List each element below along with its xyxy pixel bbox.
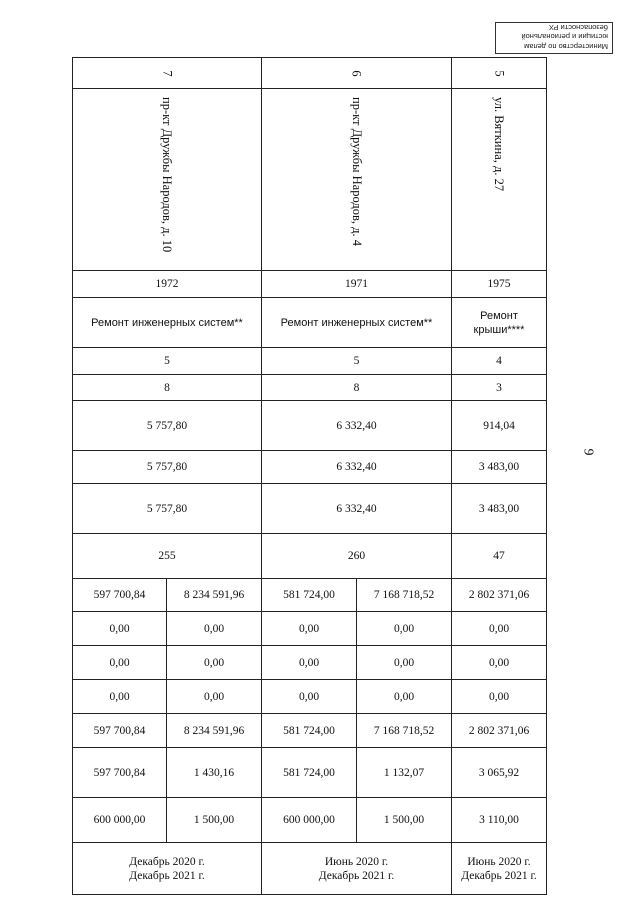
cost-cell: 581 724,00 xyxy=(262,748,357,798)
residents-cell: 255 xyxy=(73,534,262,579)
cost-cell: 0,00 xyxy=(452,680,547,714)
floors-cell: 4 xyxy=(452,348,547,375)
year-cell: 1975 xyxy=(452,271,547,298)
stamp-line: безопасности РХ xyxy=(548,23,608,32)
cost-cell: 8 234 591,96 xyxy=(167,714,262,748)
table-row xyxy=(73,58,547,89)
stamp-line: юстиции и региональной xyxy=(521,32,608,42)
area-cell: 3 483,00 xyxy=(452,451,547,484)
cost-cell: 0,00 xyxy=(357,646,452,680)
table-row xyxy=(73,298,547,348)
address-cell: пр-кт Дружбы Народов, д. 10 xyxy=(73,89,262,271)
cost-cell: 0,00 xyxy=(73,646,167,680)
area-cell: 5 757,80 xyxy=(73,451,262,484)
cost-cell: 3 065,92 xyxy=(452,748,547,798)
stamp-line: Министерство по делам xyxy=(524,42,608,51)
cost-cell: 0,00 xyxy=(167,646,262,680)
area-cell: 6 332,40 xyxy=(262,484,452,534)
table-row xyxy=(73,534,547,579)
cost-cell: 7 168 718,52 xyxy=(357,714,452,748)
table-row xyxy=(73,375,547,401)
work-type-cell: Ремонт крыши**** xyxy=(452,298,547,348)
table-row xyxy=(73,748,547,798)
cost-cell: 8 234 591,96 xyxy=(167,579,262,612)
entrances-cell: 3 xyxy=(452,375,547,401)
program-table xyxy=(72,57,547,895)
cost-cell: 0,00 xyxy=(262,646,357,680)
row-number-cell: 7 xyxy=(73,58,262,89)
area-cell: 6 332,40 xyxy=(262,451,452,484)
cost-cell: 2 802 371,06 xyxy=(452,714,547,748)
cost-cell: 7 168 718,52 xyxy=(357,579,452,612)
term-cell: Декабрь 2020 г. Декабрь 2021 г. xyxy=(73,843,262,895)
cost-cell: 1 500,00 xyxy=(357,798,452,843)
floors-cell: 5 xyxy=(262,348,452,375)
term-cell: Июнь 2020 г. Декабрь 2021 г. xyxy=(262,843,452,895)
entrances-cell: 8 xyxy=(262,375,452,401)
entrances-cell: 8 xyxy=(73,375,262,401)
cost-cell: 0,00 xyxy=(262,612,357,646)
table-row xyxy=(73,271,547,298)
cost-cell: 0,00 xyxy=(262,680,357,714)
cost-cell: 0,00 xyxy=(73,680,167,714)
table-row xyxy=(73,401,547,451)
cost-cell: 0,00 xyxy=(357,612,452,646)
page-number: 9 xyxy=(580,448,596,456)
cost-cell: 0,00 xyxy=(167,612,262,646)
cost-cell: 1 132,07 xyxy=(357,748,452,798)
row-number-cell: 5 xyxy=(452,58,547,89)
table-row xyxy=(73,484,547,534)
year-cell: 1972 xyxy=(73,271,262,298)
area-cell: 5 757,80 xyxy=(73,484,262,534)
cost-cell: 0,00 xyxy=(167,680,262,714)
address-cell: пр-кт Дружбы Народов, д. 4 xyxy=(262,89,452,271)
area-cell: 914,04 xyxy=(452,401,547,451)
table-row xyxy=(73,348,547,375)
table-row xyxy=(73,89,547,271)
table-row xyxy=(73,798,547,843)
cost-cell: 597 700,84 xyxy=(73,579,167,612)
address-cell: ул. Вяткина, д. 27 xyxy=(452,89,547,271)
area-cell: 5 757,80 xyxy=(73,401,262,451)
cost-cell: 581 724,00 xyxy=(262,579,357,612)
table-row xyxy=(73,680,547,714)
table-row xyxy=(73,714,547,748)
cost-cell: 600 000,00 xyxy=(262,798,357,843)
cost-cell: 597 700,84 xyxy=(73,748,167,798)
year-cell: 1971 xyxy=(262,271,452,298)
cost-cell: 1 430,16 xyxy=(167,748,262,798)
cost-cell: 600 000,00 xyxy=(73,798,167,843)
table-row xyxy=(73,451,547,484)
table-row xyxy=(73,579,547,612)
row-number-cell: 6 xyxy=(262,58,452,89)
area-cell: 6 332,40 xyxy=(262,401,452,451)
cost-cell: 0,00 xyxy=(452,612,547,646)
residents-cell: 260 xyxy=(262,534,452,579)
cost-cell: 1 500,00 xyxy=(167,798,262,843)
table-row xyxy=(73,612,547,646)
cost-cell: 0,00 xyxy=(357,680,452,714)
cost-cell: 581 724,00 xyxy=(262,714,357,748)
residents-cell: 47 xyxy=(452,534,547,579)
term-cell: Июнь 2020 г. Декабрь 2021 г. xyxy=(452,843,547,895)
registration-stamp xyxy=(495,22,613,54)
work-type-cell: Ремонт инженерных систем** xyxy=(73,298,262,348)
work-type-cell: Ремонт инженерных систем** xyxy=(262,298,452,348)
floors-cell: 5 xyxy=(73,348,262,375)
cost-cell: 0,00 xyxy=(452,646,547,680)
cost-cell: 2 802 371,06 xyxy=(452,579,547,612)
cost-cell: 597 700,84 xyxy=(73,714,167,748)
area-cell: 3 483,00 xyxy=(452,484,547,534)
cost-cell: 0,00 xyxy=(73,612,167,646)
table-row xyxy=(73,843,547,895)
table-row xyxy=(73,646,547,680)
cost-cell: 3 110,00 xyxy=(452,798,547,843)
